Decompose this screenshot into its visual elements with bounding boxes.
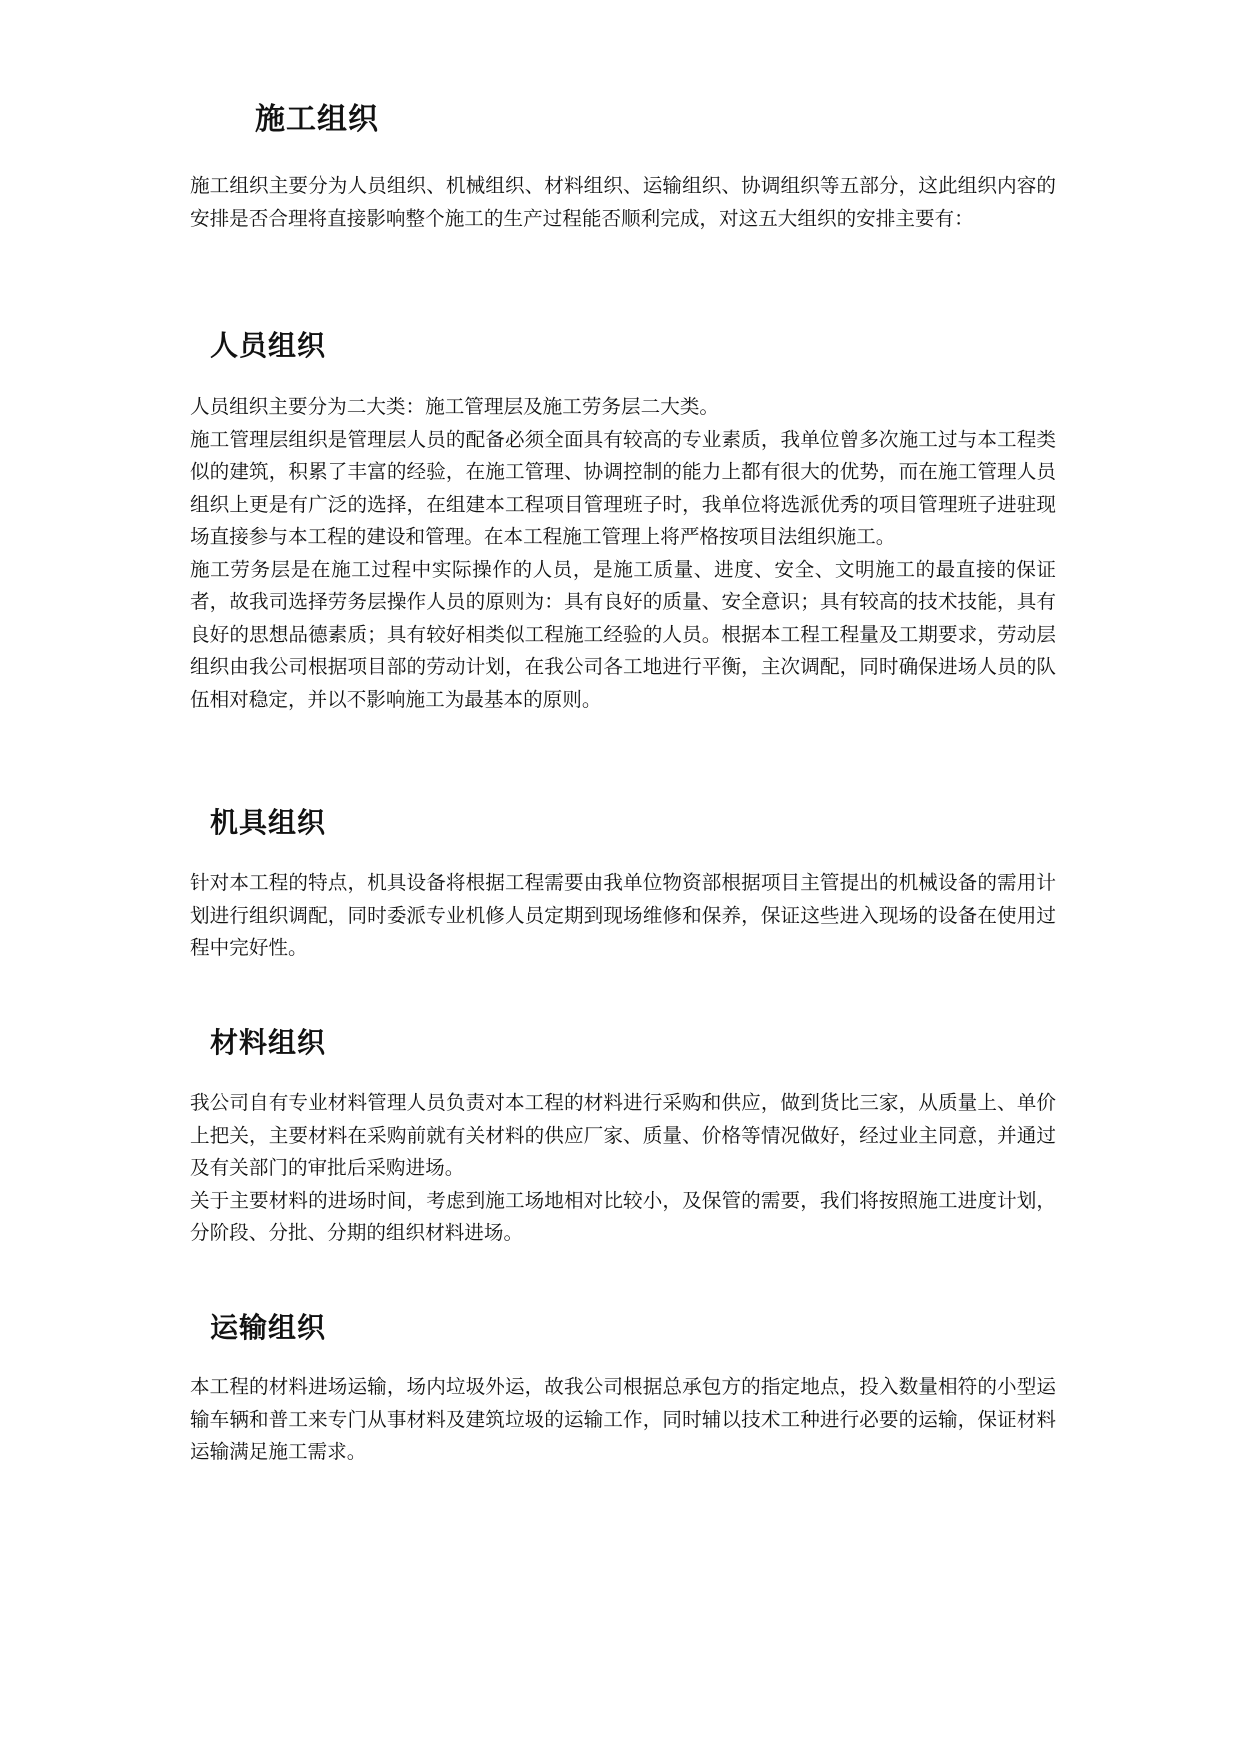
section-body-materials xyxy=(190,1087,1056,1250)
page-title: 施工组织 xyxy=(255,102,379,137)
paragraph: 关于主要材料的进场时间，考虑到施工场地相对比较小，及保管的需要，我们将按照施工进度计划，分阶段、分批、分期的组织材料进场。 xyxy=(190,1188,1056,1244)
paragraph: 施工管理层组织是管理层人员的配备必须全面具有较高的专业素质，我单位曾多次施工过与本工程类似的建筑，积累了丰富的经验，在施工管理、协调控制的能力上都有很大的优势，而在施工管理人员组织上更是有广泛的选择，在组建本工程项目管理班子时，我单位将选派优秀的项目管理班子进驻现场直接参与本工程的建设和管理。在本工程施工管理上将严格按项目法组织施工。 xyxy=(190,427,1056,548)
paragraph: 本工程的材料进场运输，场内垃圾外运，故我公司根据总承包方的指定地点，投入数量相符的小型运输车辆和普工来专门从事材料及建筑垃圾的运输工作，同时辅以技术工种进行必要的运输，保证材料运输满足施工需求。 xyxy=(190,1375,1056,1463)
intro-text xyxy=(190,170,1056,235)
paragraph: 针对本工程的特点，机具设备将根据工程需要由我单位物资部根据项目主管提出的机械设备的需用计划进行组织调配，同时委派专业机修人员定期到现场维修和保养，保证这些进入现场的设备在使用过程中完好性。 xyxy=(190,871,1056,959)
intro-paragraph: 施工组织主要分为人员组织、机械组织、材料组织、运输组织、协调组织等五部分，这此组织内容的安排是否合理将直接影响整个施工的生产过程能否顺利完成，对这五大组织的安排主要有： xyxy=(190,174,1056,230)
section-body-equipment xyxy=(190,867,1056,965)
section-body-transport xyxy=(190,1371,1056,1469)
section-heading-personnel: 人员组织 xyxy=(210,329,327,362)
section-heading-transport: 运输组织 xyxy=(210,1311,327,1344)
section-heading-equipment: 机具组织 xyxy=(210,806,327,839)
section-body-personnel xyxy=(190,391,1056,716)
paragraph: 我公司自有专业材料管理人员负责对本工程的材料进行采购和供应，做到货比三家，从质量上、单价上把关，主要材料在采购前就有关材料的供应厂家、质量、价格等情况做好，经过业主同意，并通过及有关部门的审批后采购进场。 xyxy=(190,1091,1056,1179)
paragraph: 施工劳务层是在施工过程中实际操作的人员，是施工质量、进度、安全、文明施工的最直接的保证者，故我司选择劳务层操作人员的原则为：具有良好的质量、安全意识；具有较高的技术技能，具有良好的思想品德素质；具有较好相类似工程施工经验的人员。根据本工程工程量及工期要求，劳动层组织由我公司根据项目部的劳动计划，在我公司各工地进行平衡，主次调配，同时确保进场人员的队伍相对稳定，并以不影响施工为最基本的原则。 xyxy=(190,557,1056,711)
paragraph: 人员组织主要分为二大类：施工管理层及施工劳务层二大类。 xyxy=(190,395,720,418)
section-heading-materials: 材料组织 xyxy=(210,1026,327,1059)
